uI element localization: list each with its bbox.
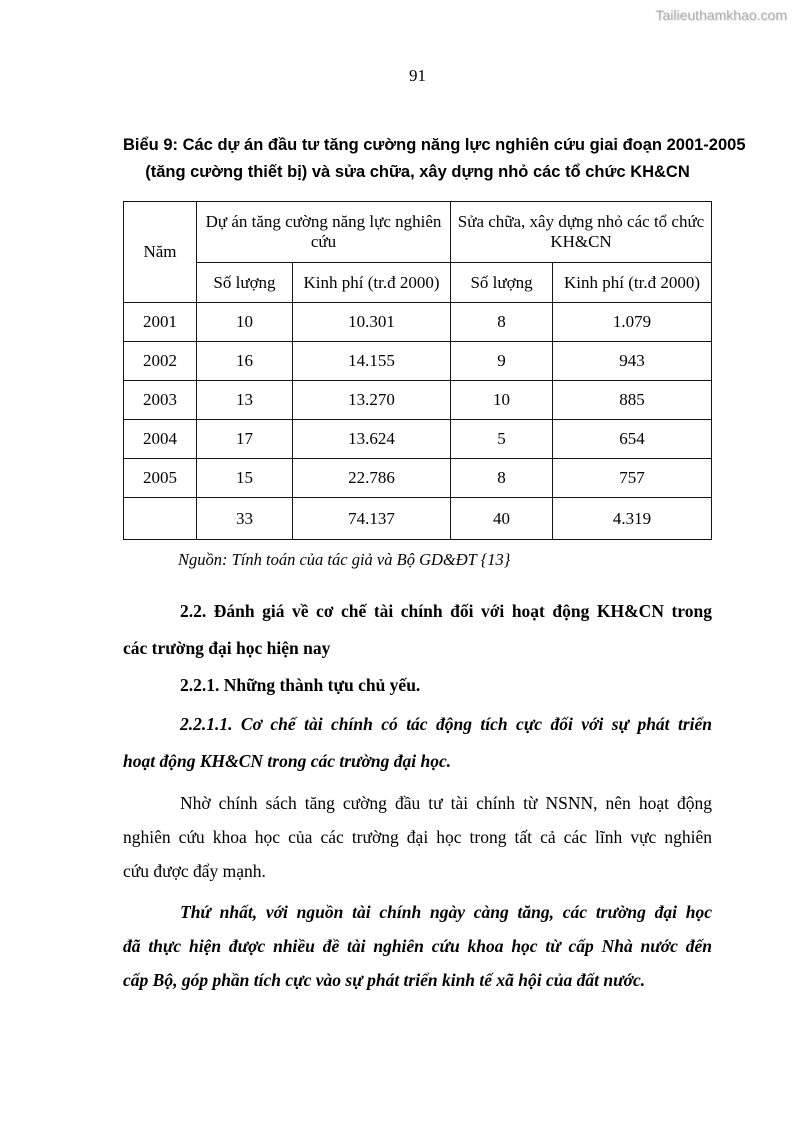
heading-2-2-line-2: các trường đại học hiện nay — [123, 638, 331, 658]
paragraph-thu-nhat — [123, 895, 712, 997]
cell-qty2: 9 — [451, 342, 553, 381]
heading-2-2-1 — [123, 667, 712, 704]
cell-budget1: 10.301 — [293, 303, 451, 342]
cell-year: 2004 — [124, 420, 197, 459]
table-row — [124, 420, 712, 459]
heading-2-2-line-1: 2.2. Đánh giá về cơ chế tài chính đối với hoạt động KH&CN trong — [180, 601, 712, 621]
table-row — [124, 459, 712, 498]
cell-qty1: 17 — [197, 420, 293, 459]
table-total-row — [124, 498, 712, 540]
paragraph-nsnn — [123, 786, 712, 888]
paragraph-nsnn-line-2: nghiên cứu khoa học của các trường đại học trong tất cả các lĩnh vực nghiên — [123, 827, 712, 847]
cell-qty1: 33 — [197, 498, 293, 540]
paragraph-thu-nhat-line-1: Thứ nhất, với nguồn tài chính ngày càng tăng, các trường đại học — [180, 902, 712, 922]
paragraph-nsnn-line-3: cứu được đẩy mạnh. — [123, 861, 266, 881]
cell-qty1: 16 — [197, 342, 293, 381]
cell-year: 2003 — [124, 381, 197, 420]
header-budget2: Kinh phí (tr.đ 2000) — [553, 263, 712, 303]
paragraph-thu-nhat-line-2: đã thực hiện được nhiều đề tài nghiên cứu khoa học từ cấp Nhà nước đến — [123, 936, 712, 956]
cell-year: 2005 — [124, 459, 197, 498]
cell-budget1: 13.624 — [293, 420, 451, 459]
cell-year: 2001 — [124, 303, 197, 342]
cell-budget1: 74.137 — [293, 498, 451, 540]
table-row — [124, 381, 712, 420]
watermark-text: Tailieuthamkhao.com — [655, 7, 787, 23]
cell-budget2: 885 — [553, 381, 712, 420]
cell-qty2: 8 — [451, 459, 553, 498]
heading-2-2-1-1 — [123, 706, 712, 780]
heading-2-2-1-1-line-2: hoạt động KH&CN trong các trường đại học. — [123, 751, 452, 771]
header-year: Năm — [124, 202, 197, 303]
table-row — [124, 303, 712, 342]
cell-budget2: 1.079 — [553, 303, 712, 342]
cell-budget1: 22.786 — [293, 459, 451, 498]
heading-2-2-1-line-1: 2.2.1. Những thành tựu chủ yếu. — [180, 675, 421, 695]
paragraph-nsnn-line-1: Nhờ chính sách tăng cường đầu tư tài chính từ NSNN, nên hoạt động — [180, 793, 712, 813]
cell-qty2: 10 — [451, 381, 553, 420]
cell-qty1: 10 — [197, 303, 293, 342]
cell-qty2: 40 — [451, 498, 553, 540]
heading-2-2 — [123, 593, 712, 667]
cell-year: 2002 — [124, 342, 197, 381]
table-caption-line-1: Biểu 9: Các dự án đầu tư tăng cường năng lực nghiên cứu giai đoạn 2001-2005 — [123, 136, 746, 154]
table-row — [124, 342, 712, 381]
header-qty1: Số lượng — [197, 263, 293, 303]
header-group2: Sửa chữa, xây dựng nhỏ các tổ chức KH&CN — [451, 202, 712, 263]
table-caption — [123, 132, 746, 186]
header-group1: Dự án tăng cường năng lực nghiên cứu — [197, 202, 451, 263]
cell-qty2: 8 — [451, 303, 553, 342]
cell-year — [124, 498, 197, 540]
page-number: 91 — [409, 66, 426, 85]
heading-2-2-1-1-line-1: 2.2.1.1. Cơ chế tài chính có tác động tích cực đối với sự phát triển — [180, 714, 712, 734]
header-qty2: Số lượng — [451, 263, 553, 303]
table-header-row-groups — [124, 202, 712, 263]
header-budget1: Kinh phí (tr.đ 2000) — [293, 263, 451, 303]
cell-qty1: 15 — [197, 459, 293, 498]
table-source-note: Nguồn: Tính toán của tác giả và Bộ GD&ĐT {13} — [178, 550, 511, 569]
cell-budget2: 757 — [553, 459, 712, 498]
cell-budget1: 14.155 — [293, 342, 451, 381]
data-table — [123, 201, 712, 540]
cell-budget2: 654 — [553, 420, 712, 459]
cell-budget2: 943 — [553, 342, 712, 381]
table-caption-line-2: (tăng cường thiết bị) và sửa chữa, xây dựng nhỏ các tổ chức KH&CN — [145, 163, 690, 181]
paragraph-thu-nhat-line-3: cấp Bộ, góp phần tích cực vào sự phát triển kinh tế xã hội của đất nước. — [123, 970, 646, 990]
table-header-row-sub — [124, 263, 712, 303]
cell-budget1: 13.270 — [293, 381, 451, 420]
cell-budget2: 4.319 — [553, 498, 712, 540]
cell-qty2: 5 — [451, 420, 553, 459]
cell-qty1: 13 — [197, 381, 293, 420]
